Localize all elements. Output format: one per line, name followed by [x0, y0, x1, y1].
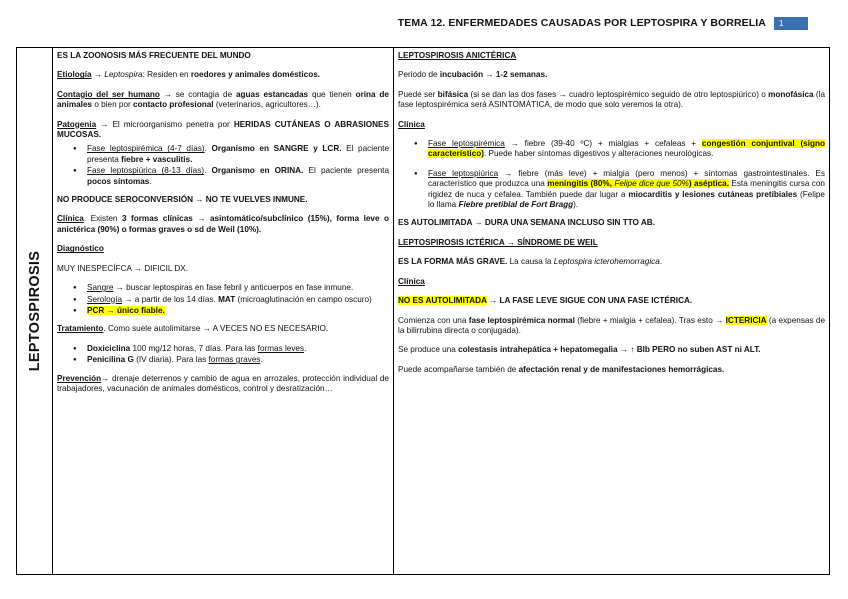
text: Puede ser: [398, 89, 438, 99]
colestasis-paragraph: [398, 345, 825, 355]
text: . Como suele autolimitarse → A VECES NO ES NECESARIO.: [103, 324, 329, 334]
text-bold: Organismo en SANGRE y LCR.: [211, 144, 342, 154]
contagio-paragraph: [57, 90, 389, 111]
bifasica-paragraph: [398, 90, 825, 111]
item-label: Sangre: [87, 283, 114, 293]
list-item: [87, 344, 389, 354]
fase-label: Fase leptospirémica: [428, 139, 505, 149]
item-label: Serología: [87, 294, 123, 304]
text: El microorganismo penetra por: [112, 119, 234, 129]
autolimitada-statement: ES AUTOLIMITADA → DURA UNA SEMANA INCLUSO SIN TTO AB.: [398, 218, 655, 228]
page-number: 1: [774, 17, 808, 30]
list-item: [87, 283, 389, 293]
congestion-highlight: congestión conjuntival (signo característico): [428, 139, 825, 159]
text: .: [149, 176, 152, 186]
clinica2-heading: Clínica: [398, 276, 425, 286]
text-bold: HERIDAS CUTÁNEAS O ABRASIONES MUCOSAS.: [57, 119, 389, 140]
text-bold: ES LA FORMA MÁS GRAVE.: [398, 257, 508, 267]
text: .: [204, 144, 212, 154]
list-item: [87, 306, 389, 316]
text: : Residen en: [142, 70, 191, 80]
anicterica-heading: LEPTOSPIROSIS ANICTÉRICA: [398, 51, 517, 60]
etiologia-label: Etiología: [57, 70, 92, 80]
diagnostico-text: MUY INESPECÍFCA → DIFICIL DX.: [57, 263, 189, 273]
zoonosis-statement: ES LA ZOONOSIS MÁS FRECUENTE DEL MUNDO: [57, 51, 251, 60]
arrow: →: [91, 70, 105, 80]
no-autolimitada-highlight: NO ES AUTOLIMITADA: [398, 296, 487, 306]
text-underline: formas graves: [208, 355, 261, 365]
side-label-cell: [17, 48, 53, 575]
text-underline: formas leves: [257, 343, 305, 353]
highlight-italic: Felipe dice que 50%: [614, 179, 689, 189]
etiologia-paragraph: [57, 70, 389, 80]
side-label: LEPTOSPIROSIS: [26, 250, 43, 372]
text-italic: Leptospira icterohemorragica: [553, 257, 660, 267]
text-bold: afectación renal y de manifestaciones hemorrágicas.: [518, 364, 725, 374]
text: El paciente presenta: [87, 144, 390, 164]
contagio-label: Contagio del ser humano: [57, 89, 160, 99]
text-bold: Organismo en ORINA.: [211, 166, 304, 176]
text: Comienza con una: [398, 315, 469, 325]
text-bold: → LA FASE LEVE SIGUE CON UNA FASE ICTÉRICA.: [486, 296, 693, 306]
grave-paragraph: [398, 257, 825, 267]
right-column: [394, 48, 830, 575]
drug-name: Penicilina G: [87, 355, 134, 365]
text: Puede acompañarse también de: [398, 364, 519, 374]
ictericia-highlight: ICTERICIA: [725, 315, 767, 325]
clinica-heading: Clínica: [398, 119, 425, 129]
text: (veterinarios, agricultores…).: [213, 100, 321, 110]
content-table: [16, 47, 830, 575]
fase-label: Fase leptospiúrica (8-13 días): [87, 166, 205, 176]
afectacion-paragraph: [398, 365, 825, 375]
text: se contagia de: [175, 89, 236, 99]
highlight-text: ) aséptica.: [688, 179, 729, 189]
text: (fiebre + mialgia + cefalea). Tras esto →: [574, 315, 726, 325]
fase-label: Fase leptospiúrica: [428, 168, 499, 178]
incubacion-paragraph: [398, 70, 825, 80]
text: → buscar leptospiras en fase febril y anticuerpos en fase inmune.: [113, 283, 354, 293]
text: (IV diaria). Para las: [133, 355, 209, 365]
text: → fiebre (más leve) + mialgia (pero menos) + síntomas gastrointestinales. Es característico que produzca una: [428, 168, 825, 189]
text: → fiebre (39-40 ºC) + mialgias + cefaleas +: [504, 139, 702, 149]
text: . Existen: [83, 214, 122, 224]
tratamiento-list: [57, 344, 389, 366]
page-header: [398, 17, 808, 30]
text: que tienen: [308, 89, 356, 99]
patogenia-label: Patogenia: [57, 119, 97, 129]
list-item: [428, 139, 825, 160]
list-item: [87, 144, 389, 165]
text-bold: MAT: [218, 294, 236, 304]
highlight-text: (80%,: [588, 179, 615, 189]
text-bold: 3 formas clínicas → asintomático/subclínico (15%), forma leve o anictérica (90%) o formas graves o sd de Weil (10%).: [57, 214, 389, 234]
text-bold: fiebre + vasculitis.: [121, 154, 193, 164]
text: .: [659, 257, 663, 267]
comienza-paragraph: [398, 316, 825, 337]
clinica-label: Clínica: [57, 214, 84, 224]
genus: Leptospira: [104, 70, 143, 80]
clinica-paragraph: [57, 214, 389, 235]
pcr-highlight: PCR → único fiable.: [87, 305, 165, 315]
text: 100 mg/12 horas, 7 días. Para las: [130, 343, 258, 353]
patogenia-paragraph: [57, 120, 389, 141]
no-autolimitada-paragraph: [398, 296, 825, 306]
text-bold: colestasis intrahepática + hepatomegalia → ↑ Blb PERO no suben AST ni ALT.: [458, 345, 761, 355]
arrow: →: [96, 119, 113, 129]
text: .: [304, 343, 307, 353]
text: .: [260, 355, 263, 365]
text-bold: contacto profesional: [133, 100, 214, 110]
diagnostico-heading: Diagnóstico: [57, 244, 104, 254]
text: Periodo de: [398, 70, 440, 80]
left-column: [53, 48, 394, 575]
diagnostico-list: [57, 283, 389, 316]
text: El paciente presenta: [303, 166, 390, 176]
anicterica-clinica-list: [398, 139, 825, 210]
fases-list: [57, 144, 389, 187]
text: (la fase leptospirémica será ASINTOMÁTICA, de modo que solo veremos la otra).: [398, 89, 825, 110]
text: La causa la: [507, 257, 554, 267]
prevencion-label: Prevención: [57, 373, 102, 383]
text-italic: Fiebre pretibial de Fort Bragg: [458, 200, 574, 210]
text-bold: aguas estancadas: [236, 89, 309, 99]
text: o bien por: [92, 100, 134, 110]
text-bold: miocarditis y lesiones cutáneas pretibiales: [628, 189, 798, 199]
text: .: [204, 166, 212, 176]
text-bold: roedores y animales domésticos.: [190, 70, 321, 80]
text: (Felipe lo llama: [428, 189, 825, 210]
drug-name: Doxiciclina: [87, 343, 131, 353]
text: ).: [573, 200, 579, 210]
text: → drenaje deterrenos y cambio de agua en arrozales, protección individual de trabajadores, vacunación de animales domésticos, control y desratización…: [57, 373, 389, 393]
arrow: →: [159, 89, 176, 99]
tratamiento-paragraph: [57, 324, 389, 334]
icterica-heading: LEPTOSPIROSIS ICTÉRICA → SÍNDROME DE WEIL: [398, 237, 598, 247]
text: → a partir de los 14 días.: [122, 294, 219, 304]
meningitis-highlight: meningitis: [547, 179, 589, 189]
text: (si se dan las dos fases → cuadro leptospirémico seguido de otro leptospiúrico) o: [468, 89, 769, 99]
list-item: [87, 355, 389, 365]
text: Esta meningitis cursa con rigidez de nuca y cefalea. También puede dar lugar a: [428, 179, 825, 199]
text: . Puede haber síntomas digestivos y alteraciones neurológicas.: [483, 149, 714, 159]
text-bold: bifásica: [437, 89, 469, 99]
text: (a expensas de la bilirrubina directa o conjugada).: [398, 315, 826, 335]
text-bold: monofásica: [768, 89, 814, 99]
list-item: [428, 169, 825, 211]
text-bold: fase leptospirémica normal: [468, 315, 575, 325]
document-title: TEMA 12. ENFERMEDADES CAUSADAS POR LEPTOSPIRA Y BORRELIA: [397, 17, 766, 30]
text-bold: pocos síntomas: [87, 176, 150, 186]
prevencion-paragraph: [57, 374, 389, 395]
fase-label: Fase leptospirémica (4-7 días): [87, 144, 205, 154]
seroconversion-statement: NO PRODUCE SEROCONVERSIÓN → NO TE VUELVES INMUNE.: [57, 195, 308, 205]
text: Se produce una: [398, 345, 459, 355]
list-item: [87, 166, 389, 187]
tratamiento-label: Tratamiento: [57, 324, 104, 334]
text: (microaglutinación en campo oscuro): [235, 294, 372, 304]
text-bold: orina de animales: [57, 89, 389, 110]
text-bold: incubación → 1-2 semanas.: [439, 70, 548, 80]
list-item: [87, 295, 389, 305]
